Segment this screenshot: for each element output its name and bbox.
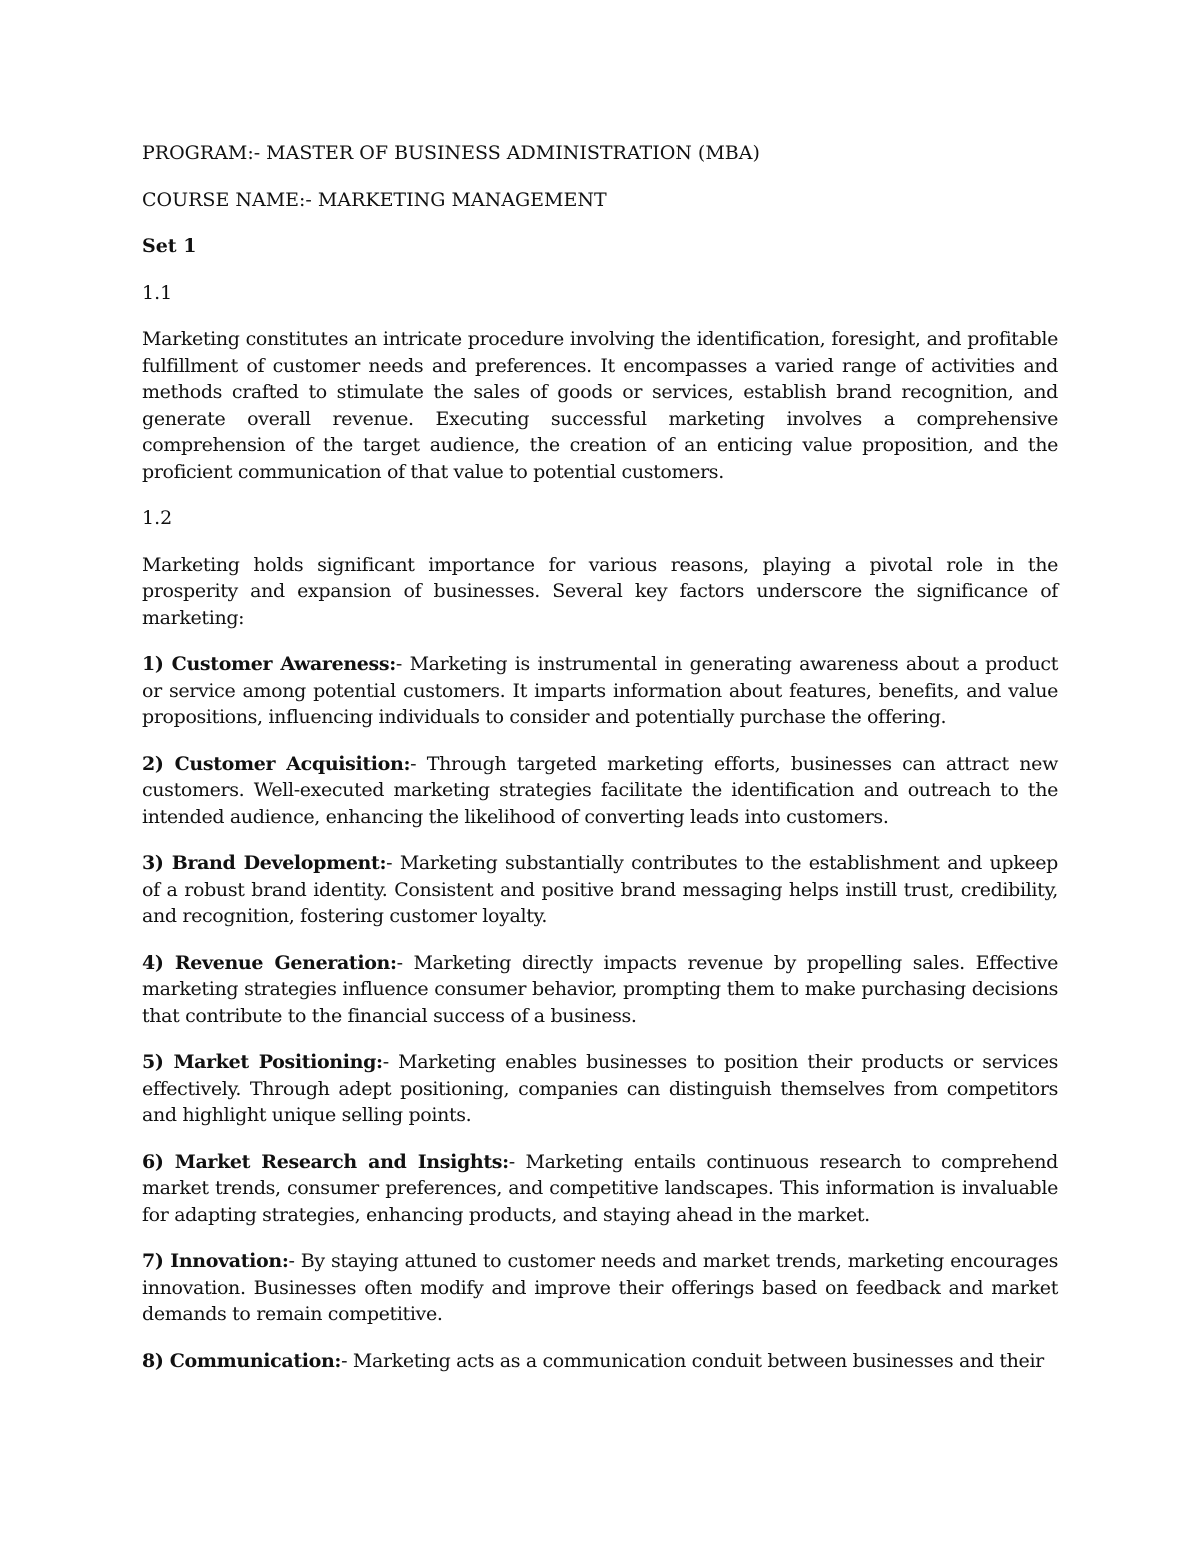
set-title: Set 1 bbox=[142, 235, 197, 257]
list-item-innovation bbox=[142, 1248, 1058, 1328]
item-label: 1) Customer Awareness: bbox=[142, 653, 396, 675]
list-item-market-positioning bbox=[142, 1049, 1058, 1129]
item-text: - Marketing directly impacts revenue by propelling sales. Effective marketing strategies influence consumer behavior, prompting them to make purchasing decisions that contribute to the financial success of a business. bbox=[142, 951, 1058, 1027]
item-label: 6) Market Research and Insights: bbox=[142, 1150, 509, 1173]
item-text: - Marketing is instrumental in generating awareness about a product or service among potential customers. It imparts information about features, benefits, and value propositions, influencing individuals to consider and potentially purchase the offering. bbox=[142, 653, 1058, 728]
list-item-customer-acquisition bbox=[142, 751, 1058, 831]
item-label: 3) Brand Development: bbox=[142, 852, 387, 874]
item-text: - Marketing acts as a communication conduit between businesses and their bbox=[341, 1349, 1044, 1372]
item-label: 4) Revenue Generation: bbox=[142, 951, 397, 974]
item-text: - Marketing entails continuous research to comprehend market trends, consumer preferences, and competitive landscapes. This information is invaluable for adapting strategies, enhancing products, and staying ahead in the market. bbox=[142, 1150, 1058, 1226]
document-page bbox=[142, 140, 1058, 1394]
course-heading: COURSE NAME:- MARKETING MANAGEMENT bbox=[142, 188, 607, 211]
item-label: 2) Customer Acquisition: bbox=[142, 752, 411, 775]
item-text: - By staying attuned to customer needs and market trends, marketing encourages innovation. Businesses often modify and improve their offerings based on feedback and market demands to remain competitive. bbox=[142, 1250, 1058, 1325]
section-1-1-paragraph: Marketing constitutes an intricate procedure involving the identification, foresight, and profitable fulfillment of customer needs and preferences. It encompasses a varied range of activities and methods crafted to stimulate the sales of goods or services, establish brand recognition, and generate overall revenue. Executing successful marketing involves a comprehensive comprehension of the target audience, the creation of an enticing value proposition, and the proficient communication of that value to potential customers. bbox=[142, 328, 1058, 483]
list-item-revenue-generation bbox=[142, 950, 1058, 1030]
list-item-brand-development bbox=[142, 850, 1058, 930]
item-label: 8) Communication: bbox=[142, 1349, 342, 1372]
item-text: - Marketing enables businesses to position their products or services effectively. Through adept positioning, companies can distinguish themselves from competitors and highlight unique selling points. bbox=[142, 1051, 1058, 1126]
item-label: 7) Innovation: bbox=[142, 1250, 289, 1272]
item-label: 5) Market Positioning: bbox=[142, 1051, 383, 1073]
list-item-customer-awareness bbox=[142, 651, 1058, 731]
section-1-2-intro: Marketing holds significant importance for various reasons, playing a pivotal role in the prosperity and expansion of businesses. Several key factors underscore the significance of marketing: bbox=[142, 553, 1058, 629]
list-item-market-research bbox=[142, 1149, 1058, 1229]
item-text: - Through targeted marketing efforts, businesses can attract new customers. Well-executed marketing strategies facilitate the identification and outreach to the intended audience, enhancing the likelihood of converting leads into customers. bbox=[142, 752, 1058, 828]
item-text: - Marketing substantially contributes to the establishment and upkeep of a robust brand identity. Consistent and positive brand messaging helps instill trust, credibility, and recognition, fostering customer loyalty. bbox=[142, 852, 1058, 927]
program-heading: PROGRAM:- MASTER OF BUSINESS ADMINISTRATION (MBA) bbox=[142, 142, 760, 164]
section-number-1-2: 1.2 bbox=[142, 507, 173, 529]
section-number-1-1: 1.1 bbox=[142, 281, 173, 304]
list-item-communication bbox=[142, 1348, 1058, 1375]
